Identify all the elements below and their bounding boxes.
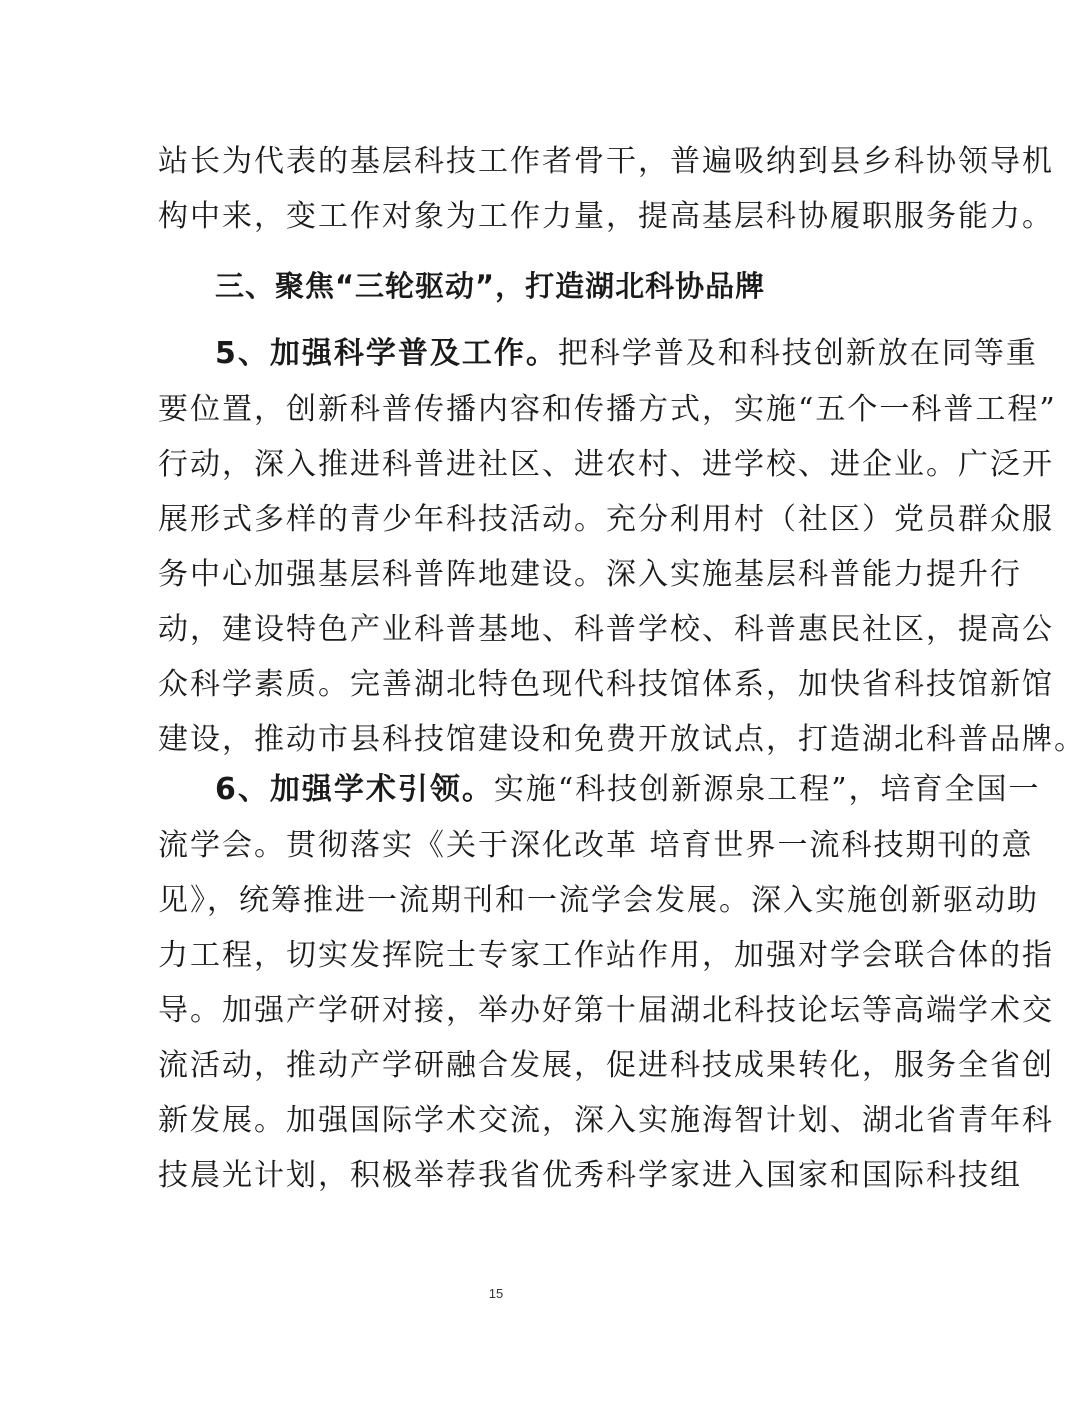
paragraph-line: 构中来，变工作对象为工作力量，提高基层科协履职服务能力。 [158, 199, 1054, 234]
paragraph-line: 众科学素质。完善湖北特色现代科技馆体系，加快省科技馆新馆 [158, 667, 1054, 702]
paragraph-line: 力工程，切实发挥院士专家工作站作用，加强对学会联合体的指 [158, 938, 1054, 973]
paragraph-line: 见》，统筹推进一流期刊和一流学会发展。深入实施创新驱动助 [158, 883, 1039, 918]
item-5-first-line [215, 334, 1038, 374]
paragraph-line: 建设，推动市县科技馆建设和免费开放试点，打造湖北科普品牌。 [158, 722, 1086, 757]
paragraph-line: 导。加强产学研对接，举办好第十届湖北科技论坛等高端学术交 [158, 993, 1054, 1028]
item-6-title: 6、加强学术引领。 [215, 772, 494, 807]
paragraph-line: 流活动，推动产学研融合发展，促进科技成果转化，服务全省创 [158, 1048, 1054, 1083]
paragraph-line: 流学会。贯彻落实《关于深化改革 培育世界一流科技期刊的意 [158, 828, 1034, 863]
paragraph-line: 技晨光计划，积极举荐我省优秀科学家进入国家和国际科技组 [158, 1158, 1022, 1193]
paragraph-line: 新发展。加强国际学术交流，深入实施海智计划、湖北省青年科 [158, 1103, 1054, 1138]
item-6-first-line-text: 实施“科技创新源泉工程”，培育全国一 [493, 772, 1041, 807]
paragraph-line: 动，建设特色产业科普基地、科普学校、科普惠民社区，提高公 [158, 612, 1054, 647]
section-heading: 三、聚焦“三轮驱动”，打造湖北科协品牌 [215, 269, 766, 303]
paragraph-line: 要位置，创新科普传播内容和传播方式，实施“五个一科普工程” [158, 392, 1057, 427]
paragraph-line: 展形式多样的青少年科技活动。充分利用村（社区）党员群众服 [158, 502, 1054, 537]
item-6-first-line [215, 770, 1041, 810]
paragraph-line: 站长为代表的基层科技工作者骨干，普遍吸纳到县乡科协领导机 [158, 144, 1054, 179]
item-5-first-line-text: 把科学普及和科技创新放在同等重 [557, 336, 1038, 371]
paragraph-line: 务中心加强基层科普阵地建设。深入实施基层科普能力提升行 [158, 557, 1022, 592]
page-number: 15 [488, 1286, 504, 1301]
paragraph-line: 行动，深入推进科普进社区、进农村、进学校、进企业。广泛开 [158, 447, 1054, 482]
item-5-title: 5、加强科学普及工作。 [215, 336, 558, 371]
